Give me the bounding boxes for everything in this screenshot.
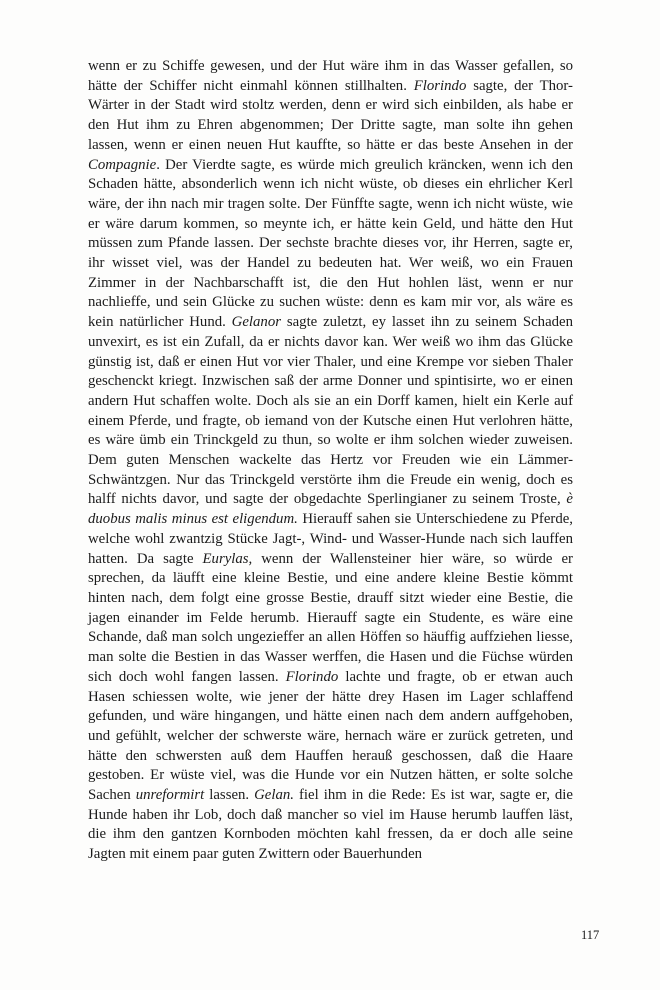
body-text-italic-segment: Gelan. [254, 787, 294, 804]
body-text-segment: Hierauff sahen sie Unterschiedene zu Pferde, welche wohl zwantzig Stücke Jagt-, Wind- und Wasser-Hunde nach sich lauffen hatten. Da sagte [88, 511, 573, 567]
page-number: 117 [581, 928, 600, 942]
body-text-segment: sagte, der Thor-Wärter in der Stadt wird stoltz werden, denn er wird sich einbilden, als habe er den Hut ihm zu Ehren abgenommen; Der Dritte sagte, man solte ihn gehen lassen, wenn er einen neuen Hut kauffte, so hätte er das beste Ansehen in der [88, 77, 573, 153]
body-text-italic-segment: Florindo [413, 77, 467, 94]
body-text-italic-segment: è duobus malis minus est eligendum. [88, 491, 573, 528]
body-text-italic-segment: Eurylas, [202, 550, 253, 567]
body-text-segment: sagte zuletzt, ey lasset ihn zu seinem Schaden unvexirt, es ist ein Zufall, da er nichts davor kan. Wer weiß wo ihm das Glücke günstig ist, daß er einen Hut vor vier Thaler, und eine Krempe vor sieben Thaler geschenckt kriegt. Inzwischen saß der arme Donner und spintisirte, wo er einen andern Hut schaffen wolte. Doch als sie an ein Dorff kamen, hielt ein Kerle auf einem Pferde, und fragte, ob iemand von der Kutsche einen Hut verlohren hätte, es wäre ümb ein Trinckgeld zu thun, so wolte er ihm solchen wieder zuweisen. Dem guten Menschen wackelte das Hertz vor Freuden wie ein Lämmer-Schwäntzgen. Nur das Trinckgeld verstörte ihm die Freude ein wenig, doch es halff nichts davor, und sagte der obgedachte Sperlingianer zu seinem Troste, [88, 314, 573, 508]
body-text-segment: lassen. [204, 787, 255, 804]
body-text-segment: lachte und fragte, ob er etwan auch Hasen schiessen wolte, wie jener der hätte drey Hasen im Lager schlaffend gefunden, und wäre hingangen, und hätte einen nach dem andern auffgehoben, und gefühlt, welcher der schwerste wäre, hernach wäre er zurück getreten, und hätte den schwersten auß dem Hauffen herauß geschossen, daß die Haare gestoben. Er wüste viel, was die Hunde vor ein Nutzen hätten, er solte solche Sachen [88, 668, 573, 804]
body-text-segment: . Der Vierdte sagte, es würde mich greulich kräncken, wenn ich den Schaden hätte, absonderlich wenn ich nicht wüste, ob dieses ein ehrlicher Kerl wäre, der ihn nach mir tragen solte. Der Fünffte sagte, wenn ich nicht wüste, wie er wäre darum kommen, so meynte ich, er hätte kein Geld, und hätte den Hut müssen zum Pfande lassen. Der sechste brachte dieses vor, ihr Herren, sagte er, ihr wisset viel, was der Handel zu bedeuten hat. Wer weiß, wo ein Frauen Zimmer in der Nachbarschafft ist, die den Hut hohlen läst, wenn er nur nachlieffe, und sein Glücke zu suchen wüste: denn es kam mir vor, als wäre es kein natürlicher Hund. [88, 156, 573, 331]
body-text-segment: wenn er zu Schiffe gewesen, und der Hut wäre ihm in das Wasser gefallen, so hätte der Schiffer nicht einmahl können stillhalten. [88, 58, 573, 94]
body-text-segment: wenn der Wallensteiner hier wäre, so würde er sprechen, da läufft eine kleine Bestie, und eine andere kleine Bestie kömmt hinten nach, dem folgt eine grosse Bestie, drauff sitzt wieder eine Bestie, die jagen einander im Felde herumb. Hierauff sagte ein Studente, es wäre eine Schande, daß man solch ungezieffer an allen Höffen so häuffig auffziehen liesse, man solte die Bestien in das Wasser werffen, die Hasen und die Füchse würden sich doch wohl fangen lassen. [88, 550, 573, 685]
body-text-italic-segment: unreformirt [135, 787, 205, 804]
body-text-italic-segment: Compagnie [88, 156, 157, 173]
body-text-segment: fiel ihm in die Rede: Es ist war, sagte er, die Hunde haben ihr Lob, doch daß mancher so viel im Hause herumb lauffen läst, die ihm den gantzen Kornboden möchten kahl fressen, da er doch alle seine Jagten mit einem paar guten Zwittern oder Bauerhunden [88, 787, 573, 863]
body-text-italic-segment: Florindo [285, 668, 339, 685]
body-text [88, 57, 573, 865]
body-text-italic-segment: Gelanor [231, 314, 281, 331]
